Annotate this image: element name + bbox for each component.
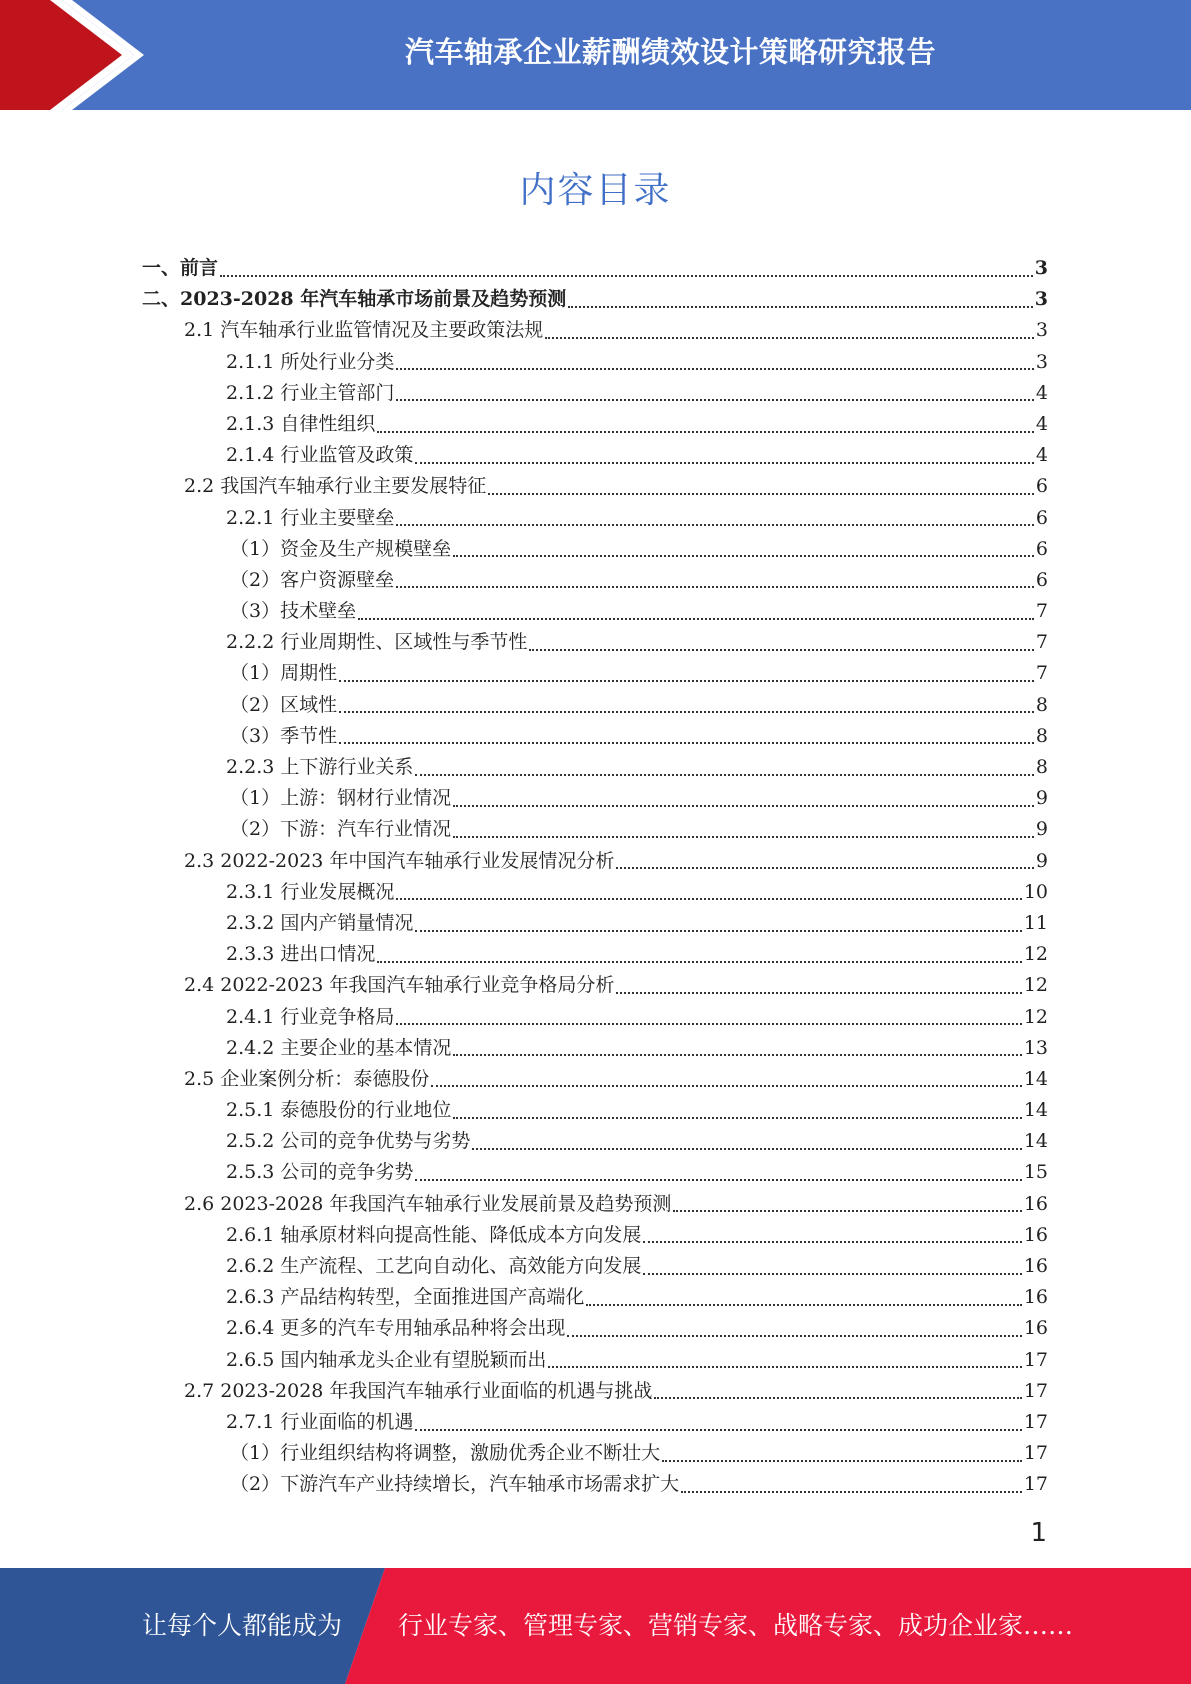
toc-entry-title: 2.1.3 自律性组织 xyxy=(226,412,376,435)
toc-entry-page: 14 xyxy=(1023,1067,1048,1090)
toc-leader-dots xyxy=(567,1335,1021,1337)
toc-leader-dots xyxy=(643,1273,1021,1275)
toc-entry-title: 2.6.5 国内轴承龙头企业有望脱颖而出 xyxy=(226,1348,547,1371)
toc-leader-dots xyxy=(529,649,1034,651)
toc-entry[interactable] xyxy=(142,503,1048,534)
toc-entry[interactable] xyxy=(142,534,1048,565)
toc-entry-title: 2.5.3 公司的竞争劣势 xyxy=(226,1161,414,1184)
toc-entry-page: 8 xyxy=(1035,693,1048,716)
toc-leader-dots xyxy=(415,1429,1021,1431)
toc-entry-page: 17 xyxy=(1023,1348,1048,1371)
toc-entry[interactable] xyxy=(142,752,1048,783)
toc-entry-page: 17 xyxy=(1023,1379,1048,1402)
toc-heading: 内容目录 xyxy=(519,170,672,211)
toc-entry[interactable] xyxy=(142,1345,1048,1376)
toc-entry-page: 6 xyxy=(1035,475,1048,498)
toc-entry-page: 14 xyxy=(1023,1099,1048,1122)
toc-entry-title: 2.1.4 行业监管及政策 xyxy=(226,444,414,467)
toc-entry-page: 9 xyxy=(1035,818,1048,841)
toc-leader-dots xyxy=(616,867,1033,869)
toc-leader-dots xyxy=(415,774,1034,776)
toc-leader-dots xyxy=(453,1054,1021,1056)
toc-entry[interactable] xyxy=(142,440,1048,471)
toc-entry-title: 2.6.2 生产流程、工艺向自动化、高效能方向发展 xyxy=(226,1255,642,1277)
toc-entry[interactable] xyxy=(142,284,1048,315)
toc-entry[interactable] xyxy=(142,690,1048,721)
toc-leader-dots xyxy=(377,961,1021,963)
toc-entry-page: 13 xyxy=(1023,1036,1048,1059)
toc-entry[interactable] xyxy=(142,1220,1048,1251)
toc-entry[interactable] xyxy=(142,1064,1048,1095)
toc-entry[interactable] xyxy=(142,846,1048,877)
toc-entry-title: 2.3 2022-2023 年中国汽车轴承行业发展情况分析 xyxy=(184,849,615,872)
toc-entry[interactable] xyxy=(142,315,1048,346)
toc-entry[interactable] xyxy=(142,1157,1048,1188)
toc-entry-page: 4 xyxy=(1035,412,1048,435)
toc-entry-page: 3 xyxy=(1034,288,1048,311)
toc-leader-dots xyxy=(453,836,1034,838)
toc-entry-title: 2.6 2023-2028 年我国汽车轴承行业发展前景及趋势预测 xyxy=(184,1192,672,1215)
toc-entry-title: （3）技术壁垒 xyxy=(230,600,357,623)
toc-entry[interactable] xyxy=(142,1438,1048,1469)
toc-entry[interactable] xyxy=(142,565,1048,596)
toc-entry-page: 12 xyxy=(1023,974,1048,997)
toc-entry-title: 2.6.1 轴承原材料向提高性能、降低成本方向发展 xyxy=(226,1223,642,1246)
toc-entry-page: 9 xyxy=(1035,849,1048,872)
toc-entry-title: （3）季节性 xyxy=(230,724,338,747)
toc-entry-title: 2.2.1 行业主要壁垒 xyxy=(226,506,395,529)
toc-leader-dots xyxy=(643,1241,1021,1243)
toc-entry-title: 2.2 我国汽车轴承行业主要发展特征 xyxy=(184,475,487,498)
toc-entry-title: 2.5.2 公司的竞争优势与劣势 xyxy=(226,1130,471,1153)
toc-entry-page: 16 xyxy=(1023,1192,1048,1215)
toc-entry-title: 2.3.3 进出口情况 xyxy=(226,943,376,966)
toc-leader-dots xyxy=(654,1397,1021,1399)
toc-entry-title: （1）上游：钢材行业情况 xyxy=(230,787,452,810)
toc-leader-dots xyxy=(453,805,1034,807)
toc-entry-title: 2.4 2022-2023 年我国汽车轴承行业竞争格局分析 xyxy=(184,974,615,997)
toc-entry-title: 2.6.3 产品结构转型，全面推进国产高端化 xyxy=(226,1286,585,1309)
toc-entry-page: 7 xyxy=(1035,631,1048,654)
toc-leader-dots xyxy=(415,930,1021,932)
toc-entry-page: 14 xyxy=(1023,1130,1048,1153)
toc-leader-dots xyxy=(431,1085,1022,1087)
toc-entry-page: 6 xyxy=(1035,537,1048,560)
toc-entry-title: 2.7 2023-2028 年我国汽车轴承行业面临的机遇与挑战 xyxy=(184,1379,653,1402)
toc-entry-page: 4 xyxy=(1035,444,1048,467)
toc-leader-dots xyxy=(358,618,1034,620)
toc-entry[interactable] xyxy=(142,471,1048,502)
toc-entry-title: 2.4.2 主要企业的基本情况 xyxy=(226,1036,452,1059)
toc-entry-page: 11 xyxy=(1023,911,1048,934)
toc-entry-title: （1）资金及生产规模壁垒 xyxy=(230,537,452,560)
toc-entry[interactable] xyxy=(142,1189,1048,1220)
toc-entry-title: 2.2.3 上下游行业关系 xyxy=(226,756,414,778)
toc-entry[interactable] xyxy=(142,1251,1048,1282)
toc-entry-page: 3 xyxy=(1035,319,1048,342)
toc-leader-dots xyxy=(415,1179,1021,1181)
toc-entry[interactable] xyxy=(142,1282,1048,1313)
toc-leader-dots xyxy=(339,680,1034,682)
toc-entry[interactable] xyxy=(142,378,1048,409)
toc-entry-page: 17 xyxy=(1023,1442,1048,1465)
toc-entry-page: 3 xyxy=(1035,350,1048,373)
toc-leader-dots xyxy=(488,493,1034,495)
toc-entry-title: 2.5.1 泰德股份的行业地位 xyxy=(226,1099,452,1122)
toc-entry-title: 2.1.2 行业主管部门 xyxy=(226,381,395,404)
toc-leader-dots xyxy=(453,555,1034,557)
toc-leader-dots xyxy=(453,1117,1021,1119)
toc-entry[interactable] xyxy=(142,347,1048,378)
footer-slogan-left: 让每个人都能成为 xyxy=(142,1611,343,1640)
toc-entry-title: 一、前言 xyxy=(142,257,219,279)
toc-entry-title: 2.3.1 行业发展概况 xyxy=(226,880,395,903)
toc-entry-page: 9 xyxy=(1035,787,1048,810)
toc-entry-title: 2.7.1 行业面临的机遇 xyxy=(226,1410,414,1433)
report-title: 汽车轴承企业薪酬绩效设计策略研究报告 xyxy=(404,34,936,69)
toc-leader-dots xyxy=(339,711,1034,713)
toc-leader-dots xyxy=(415,462,1034,464)
toc-leader-dots xyxy=(545,337,1034,339)
toc-entry[interactable] xyxy=(142,939,1048,970)
toc-leader-dots xyxy=(681,1491,1022,1493)
toc-entry[interactable] xyxy=(142,1002,1048,1033)
toc-entry-page: 6 xyxy=(1035,568,1048,591)
toc-leader-dots xyxy=(673,1210,1021,1212)
toc-entry-title: （1）周期性 xyxy=(230,662,338,685)
toc-entry[interactable] xyxy=(142,409,1048,440)
toc-entry-title: 二、2023-2028 年汽车轴承市场前景及趋势预测 xyxy=(142,288,567,311)
toc-entry-page: 16 xyxy=(1023,1255,1048,1277)
toc-entry-title: 2.3.2 国内产销量情况 xyxy=(226,911,414,934)
toc-entry-page: 7 xyxy=(1035,662,1048,685)
toc-entry-page: 10 xyxy=(1023,880,1048,903)
toc-leader-dots xyxy=(220,275,1033,277)
toc-entry[interactable] xyxy=(142,970,1048,1001)
toc-leader-dots xyxy=(586,1304,1021,1306)
toc-entry[interactable] xyxy=(142,1095,1048,1126)
toc-entry-page: 16 xyxy=(1023,1317,1048,1340)
toc-entry-title: 2.4.1 行业竞争格局 xyxy=(226,1005,395,1028)
chevron-logo-icon xyxy=(0,0,160,110)
toc-entry[interactable] xyxy=(142,1033,1048,1064)
toc-entry[interactable] xyxy=(142,1469,1048,1500)
toc-entry[interactable] xyxy=(142,908,1048,939)
toc-leader-dots xyxy=(377,431,1034,433)
toc-entry-title: （2）客户资源壁垒 xyxy=(230,568,395,591)
toc-leader-dots xyxy=(396,1023,1021,1025)
toc-entry-title: 2.6.4 更多的汽车专用轴承品种将会出现 xyxy=(226,1317,566,1340)
table-of-contents xyxy=(142,253,1048,1501)
toc-entry-title: 2.1.1 所处行业分类 xyxy=(226,350,395,373)
toc-entry[interactable] xyxy=(142,1376,1048,1407)
toc-entry-page: 17 xyxy=(1023,1473,1048,1496)
toc-entry[interactable] xyxy=(142,253,1048,284)
page-number: 1 xyxy=(1030,1518,1047,1548)
toc-entry[interactable] xyxy=(142,1313,1048,1344)
toc-entry-title: （2）下游汽车产业持续增长，汽车轴承市场需求扩大 xyxy=(230,1473,680,1496)
toc-entry-page: 12 xyxy=(1023,1005,1048,1028)
toc-leader-dots xyxy=(568,306,1033,308)
toc-entry[interactable] xyxy=(142,877,1048,908)
toc-entry-page: 16 xyxy=(1023,1286,1048,1309)
toc-entry[interactable] xyxy=(142,721,1048,752)
toc-leader-dots xyxy=(548,1366,1021,1368)
toc-leader-dots xyxy=(396,586,1034,588)
toc-entry[interactable] xyxy=(142,658,1048,689)
toc-entry-page: 8 xyxy=(1035,756,1048,778)
toc-leader-dots xyxy=(396,898,1021,900)
toc-entry-page: 16 xyxy=(1023,1223,1048,1246)
toc-entry-page: 7 xyxy=(1035,600,1048,623)
toc-entry-page: 4 xyxy=(1035,381,1048,404)
toc-leader-dots xyxy=(396,524,1034,526)
toc-entry-title: 2.1 汽车轴承行业监管情况及主要政策法规 xyxy=(184,319,544,342)
toc-leader-dots xyxy=(472,1148,1021,1150)
toc-leader-dots xyxy=(396,368,1034,370)
toc-entry-title: （2）下游：汽车行业情况 xyxy=(230,818,452,841)
toc-leader-dots xyxy=(662,1460,1022,1462)
toc-entry-page: 15 xyxy=(1023,1161,1048,1184)
toc-entry-page: 17 xyxy=(1023,1410,1048,1433)
footer-slogan-right: 行业专家、管理专家、营销专家、战略专家、成功企业家…… xyxy=(398,1611,1074,1640)
footer-banner xyxy=(0,1568,1191,1684)
toc-entry-page: 8 xyxy=(1035,724,1048,747)
toc-entry-title: （2）区域性 xyxy=(230,693,338,716)
toc-entry-title: （1）行业组织结构将调整，激励优秀企业不断壮大 xyxy=(230,1442,661,1465)
toc-entry[interactable] xyxy=(142,596,1048,627)
toc-leader-dots xyxy=(396,399,1034,401)
toc-entry-page: 3 xyxy=(1034,257,1048,279)
toc-entry-title: 2.2.2 行业周期性、区域性与季节性 xyxy=(226,631,528,654)
toc-entry[interactable] xyxy=(142,1407,1048,1438)
toc-entry[interactable] xyxy=(142,814,1048,845)
toc-entry[interactable] xyxy=(142,783,1048,814)
toc-entry-page: 6 xyxy=(1035,506,1048,529)
header-bar xyxy=(0,0,1191,110)
toc-entry-page: 12 xyxy=(1023,943,1048,966)
toc-entry[interactable] xyxy=(142,627,1048,658)
toc-entry[interactable] xyxy=(142,1126,1048,1157)
toc-leader-dots xyxy=(339,742,1034,744)
toc-leader-dots xyxy=(616,992,1021,994)
toc-entry-title: 2.5 企业案例分析：泰德股份 xyxy=(184,1067,430,1090)
